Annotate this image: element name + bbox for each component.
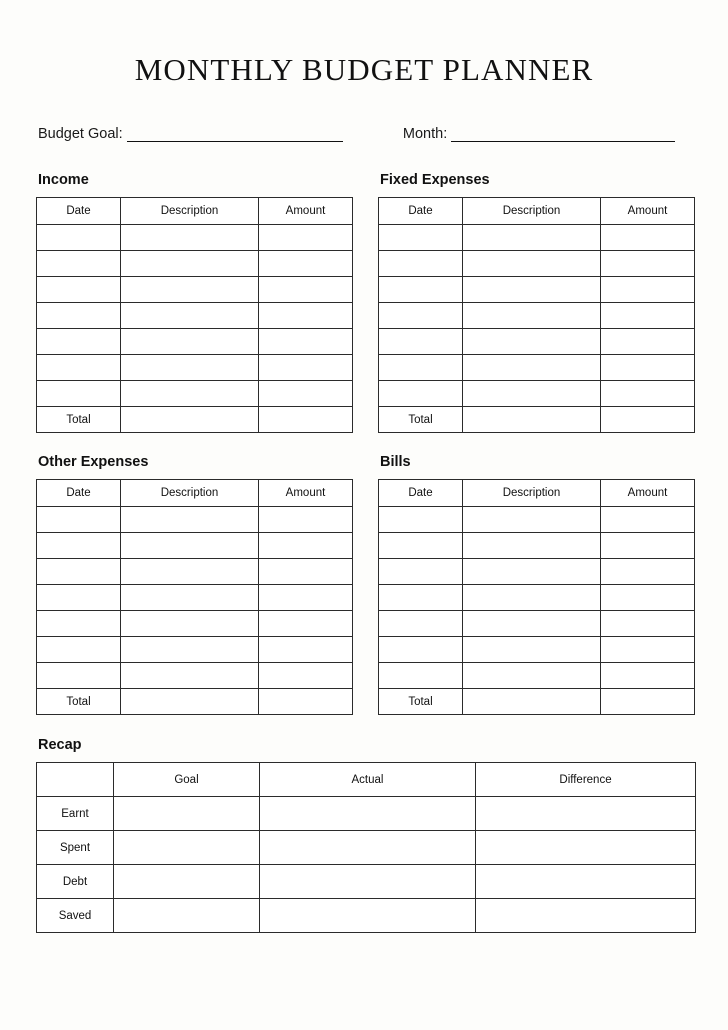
cell-date[interactable] — [37, 251, 121, 277]
cell-date[interactable] — [379, 637, 463, 663]
other-expenses-heading: Other Expenses — [38, 454, 149, 470]
cell-date[interactable] — [379, 611, 463, 637]
column-header-difference: Difference — [476, 763, 696, 797]
table-row[interactable] — [379, 507, 695, 533]
cell-amount[interactable] — [259, 381, 353, 407]
total-label: Total — [37, 407, 121, 433]
cell-description[interactable] — [121, 507, 259, 533]
cell-description[interactable] — [463, 559, 601, 585]
cell-date[interactable] — [37, 355, 121, 381]
cell-amount[interactable] — [601, 277, 695, 303]
month-label: Month: — [402, 126, 448, 142]
table-row[interactable] — [379, 533, 695, 559]
cell-amount[interactable] — [601, 611, 695, 637]
table-row[interactable] — [379, 251, 695, 277]
cell-date[interactable] — [37, 559, 121, 585]
cell-description[interactable] — [121, 533, 259, 559]
table-total-row[interactable] — [37, 689, 353, 715]
recap-row-label: Debt — [37, 865, 114, 899]
table-row[interactable] — [37, 533, 353, 559]
cell-amount[interactable] — [259, 355, 353, 381]
cell-description[interactable] — [121, 225, 259, 251]
recap-table[interactable] — [36, 762, 696, 933]
table-row[interactable] — [379, 559, 695, 585]
cell-date[interactable] — [37, 507, 121, 533]
recap-row-label: Earnt — [37, 797, 114, 831]
cell-amount[interactable] — [601, 663, 695, 689]
cell-description[interactable] — [463, 225, 601, 251]
cell-amount[interactable] — [259, 303, 353, 329]
cell-description[interactable] — [463, 637, 601, 663]
total-description[interactable] — [121, 689, 259, 715]
cell-date[interactable] — [37, 663, 121, 689]
cell-description[interactable] — [463, 277, 601, 303]
cell-date[interactable] — [37, 381, 121, 407]
total-amount[interactable] — [601, 689, 695, 715]
column-header-date: Date — [37, 198, 121, 225]
total-amount[interactable] — [601, 407, 695, 433]
cell-description[interactable] — [463, 533, 601, 559]
cell-amount[interactable] — [601, 507, 695, 533]
cell-date[interactable] — [379, 225, 463, 251]
table-row[interactable] — [37, 637, 353, 663]
table-total-row[interactable] — [379, 689, 695, 715]
cell-description[interactable] — [463, 303, 601, 329]
income-heading: Income — [38, 172, 89, 188]
cell-description[interactable] — [121, 585, 259, 611]
total-label: Total — [37, 689, 121, 715]
table-row[interactable] — [37, 865, 696, 899]
column-header-description: Description — [121, 198, 259, 225]
table-row[interactable] — [379, 225, 695, 251]
cell-date[interactable] — [379, 355, 463, 381]
column-header-date: Date — [379, 480, 463, 507]
cell-amount[interactable] — [259, 507, 353, 533]
cell-date[interactable] — [37, 611, 121, 637]
cell-date[interactable] — [379, 251, 463, 277]
cell-date[interactable] — [379, 277, 463, 303]
cell-amount[interactable] — [601, 251, 695, 277]
cell-description[interactable] — [463, 329, 601, 355]
table-row[interactable] — [37, 381, 353, 407]
cell-description[interactable] — [463, 251, 601, 277]
table-row[interactable] — [37, 303, 353, 329]
column-header-date: Date — [37, 480, 121, 507]
total-amount[interactable] — [259, 689, 353, 715]
recap-cell-actual[interactable] — [260, 831, 476, 865]
budget-goal-input[interactable] — [127, 126, 343, 142]
cell-description[interactable] — [121, 637, 259, 663]
table-row[interactable] — [379, 329, 695, 355]
column-header-amount: Amount — [601, 198, 695, 225]
column-header-amount: Amount — [259, 480, 353, 507]
column-header-goal: Goal — [114, 763, 260, 797]
recap-cell-goal[interactable] — [114, 865, 260, 899]
recap-heading: Recap — [38, 737, 82, 753]
cell-amount[interactable] — [259, 637, 353, 663]
cell-amount[interactable] — [259, 225, 353, 251]
column-header-amount: Amount — [259, 198, 353, 225]
cell-description[interactable] — [463, 611, 601, 637]
recap-cell-difference[interactable] — [476, 865, 696, 899]
total-label: Total — [379, 407, 463, 433]
table-header-row — [37, 480, 353, 507]
cell-amount[interactable] — [601, 585, 695, 611]
table-row[interactable] — [37, 611, 353, 637]
month-input[interactable] — [451, 126, 675, 142]
cell-date[interactable] — [379, 303, 463, 329]
table-row[interactable] — [379, 637, 695, 663]
table-total-row[interactable] — [37, 407, 353, 433]
budget-goal-field[interactable] — [38, 126, 375, 142]
table-row[interactable] — [379, 585, 695, 611]
cell-amount[interactable] — [601, 381, 695, 407]
recap-cell-difference[interactable] — [476, 899, 696, 933]
recap-cell-goal[interactable] — [114, 899, 260, 933]
tables-top-row — [36, 172, 692, 715]
cell-description[interactable] — [121, 559, 259, 585]
cell-date[interactable] — [379, 533, 463, 559]
recap-cell-goal[interactable] — [114, 797, 260, 831]
table-header-row — [37, 198, 353, 225]
total-label: Total — [379, 689, 463, 715]
cell-amount[interactable] — [259, 251, 353, 277]
cell-amount[interactable] — [259, 533, 353, 559]
table-row[interactable] — [379, 663, 695, 689]
cell-date[interactable] — [379, 559, 463, 585]
budget-goal-label: Budget Goal: — [38, 126, 123, 142]
recap-cell-difference[interactable] — [476, 797, 696, 831]
recap-cell-actual[interactable] — [260, 865, 476, 899]
column-header-date: Date — [379, 198, 463, 225]
recap-row-label: Spent — [37, 831, 114, 865]
cell-amount[interactable] — [601, 637, 695, 663]
table-header-row — [37, 763, 696, 797]
fixed-expenses-table[interactable] — [378, 197, 695, 433]
cell-date[interactable] — [37, 225, 121, 251]
table-row[interactable] — [37, 585, 353, 611]
table-row[interactable] — [379, 611, 695, 637]
cell-amount[interactable] — [601, 225, 695, 251]
table-row[interactable] — [37, 831, 696, 865]
total-description[interactable] — [463, 689, 601, 715]
cell-description[interactable] — [121, 303, 259, 329]
table-row[interactable] — [37, 507, 353, 533]
income-column — [36, 172, 349, 715]
cell-description[interactable] — [121, 611, 259, 637]
cell-amount[interactable] — [601, 533, 695, 559]
cell-date[interactable] — [37, 637, 121, 663]
page-title: MONTHLY BUDGET PLANNER — [134, 52, 594, 87]
cell-description[interactable] — [463, 507, 601, 533]
cell-amount[interactable] — [259, 585, 353, 611]
cell-description[interactable] — [121, 355, 259, 381]
table-row[interactable] — [37, 797, 696, 831]
total-amount[interactable] — [259, 407, 353, 433]
cell-date[interactable] — [379, 381, 463, 407]
cell-amount[interactable] — [259, 559, 353, 585]
table-row[interactable] — [37, 663, 353, 689]
recap-cell-goal[interactable] — [114, 831, 260, 865]
table-row[interactable] — [37, 899, 696, 933]
cell-amount[interactable] — [259, 663, 353, 689]
recap-row-label: Saved — [37, 899, 114, 933]
column-header-description: Description — [463, 480, 601, 507]
cell-date[interactable] — [379, 663, 463, 689]
cell-description[interactable] — [121, 329, 259, 355]
column-header-description: Description — [121, 480, 259, 507]
income-table[interactable] — [36, 197, 353, 433]
table-row[interactable] — [379, 303, 695, 329]
column-header-amount: Amount — [601, 480, 695, 507]
cell-date[interactable] — [37, 303, 121, 329]
cell-description[interactable] — [121, 251, 259, 277]
column-header-description: Description — [463, 198, 601, 225]
cell-date[interactable] — [379, 507, 463, 533]
cell-date[interactable] — [379, 585, 463, 611]
other-expenses-table[interactable] — [36, 479, 353, 715]
cell-description[interactable] — [121, 663, 259, 689]
column-header-blank — [37, 763, 114, 797]
table-row[interactable] — [37, 559, 353, 585]
cell-amount[interactable] — [601, 303, 695, 329]
cell-description[interactable] — [463, 381, 601, 407]
cell-amount[interactable] — [601, 559, 695, 585]
fixed-expenses-heading: Fixed Expenses — [380, 172, 490, 188]
cell-description[interactable] — [463, 585, 601, 611]
cell-date[interactable] — [37, 329, 121, 355]
table-header-row — [379, 198, 695, 225]
recap-section — [36, 737, 692, 933]
table-row[interactable] — [37, 225, 353, 251]
cell-description[interactable] — [121, 381, 259, 407]
fixed-expenses-column — [378, 172, 691, 715]
bills-table[interactable] — [378, 479, 695, 715]
cell-amount[interactable] — [601, 355, 695, 381]
recap-cell-difference[interactable] — [476, 831, 696, 865]
bills-heading: Bills — [380, 454, 411, 470]
recap-cell-actual[interactable] — [260, 797, 476, 831]
total-description[interactable] — [121, 407, 259, 433]
table-row[interactable] — [37, 251, 353, 277]
cell-amount[interactable] — [259, 277, 353, 303]
table-row[interactable] — [37, 277, 353, 303]
cell-date[interactable] — [37, 533, 121, 559]
month-field[interactable] — [403, 126, 690, 142]
table-row[interactable] — [37, 355, 353, 381]
cell-amount[interactable] — [259, 329, 353, 355]
cell-description[interactable] — [463, 355, 601, 381]
table-row[interactable] — [379, 277, 695, 303]
cell-description[interactable] — [121, 277, 259, 303]
total-description[interactable] — [463, 407, 601, 433]
table-header-row — [379, 480, 695, 507]
cell-amount[interactable] — [601, 329, 695, 355]
table-total-row[interactable] — [379, 407, 695, 433]
cell-date[interactable] — [37, 277, 121, 303]
cell-date[interactable] — [379, 329, 463, 355]
table-row[interactable] — [37, 329, 353, 355]
cell-amount[interactable] — [259, 611, 353, 637]
cell-description[interactable] — [463, 663, 601, 689]
cell-date[interactable] — [37, 585, 121, 611]
column-header-actual: Actual — [260, 763, 476, 797]
table-row[interactable] — [379, 381, 695, 407]
recap-cell-actual[interactable] — [260, 899, 476, 933]
table-row[interactable] — [379, 355, 695, 381]
meta-row — [36, 126, 692, 142]
